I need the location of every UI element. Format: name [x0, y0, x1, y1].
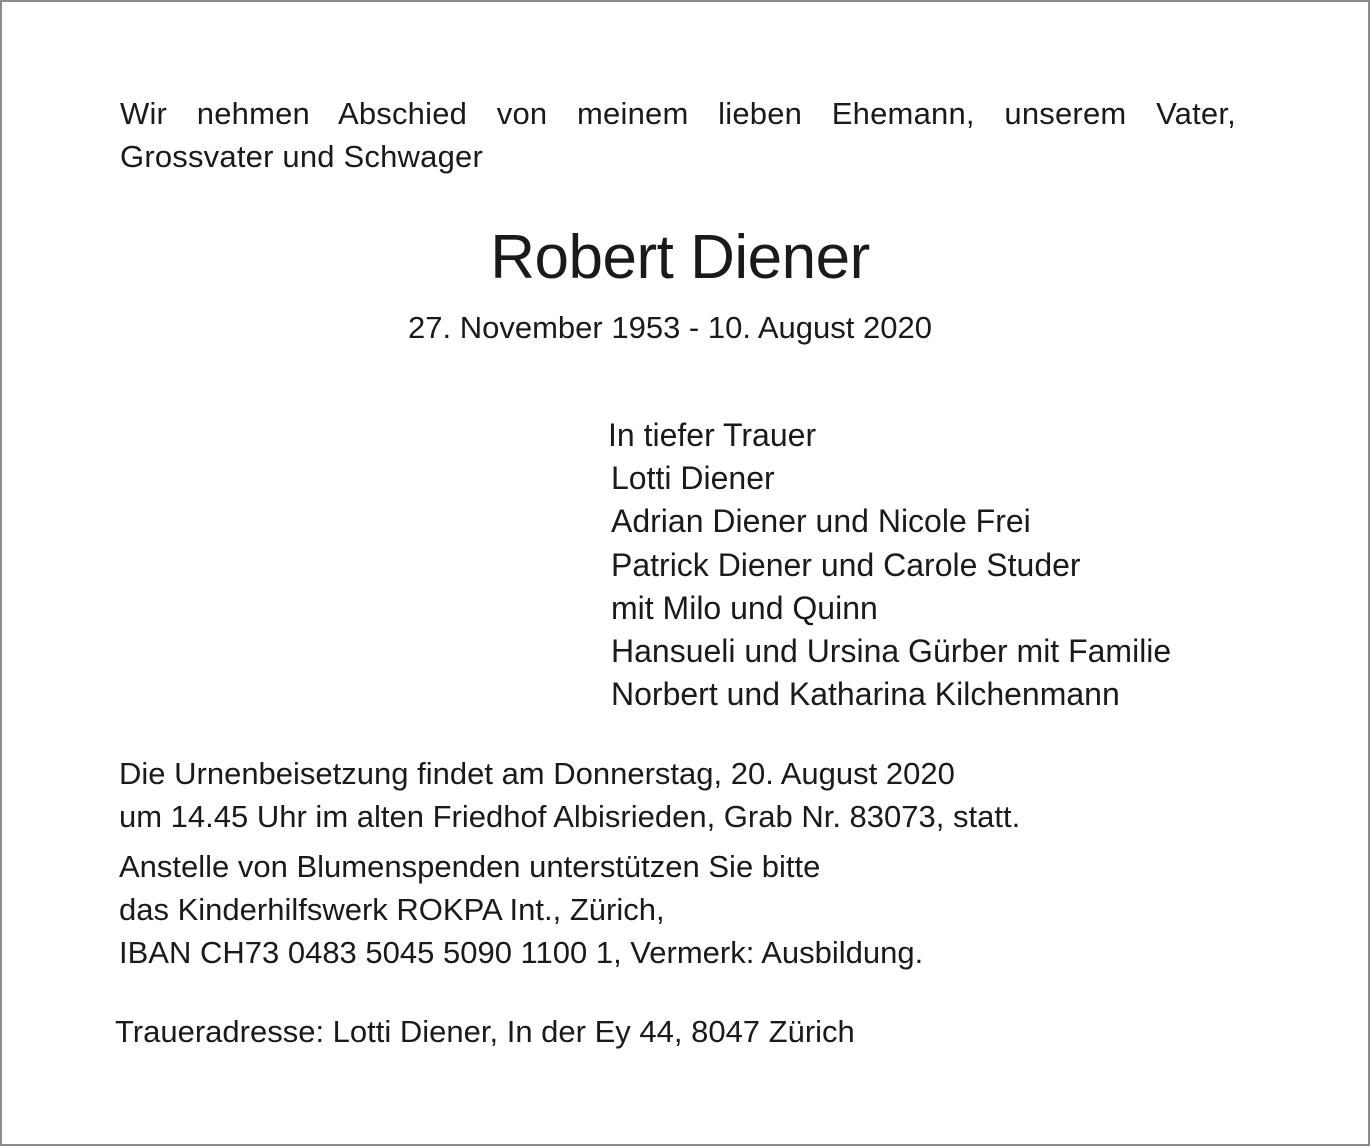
mourners-heading: In tiefer Trauer — [608, 417, 817, 453]
life-dates: 27. November 1953 - 10. August 2020 — [408, 310, 932, 345]
mourner-name: Adrian Diener und Nicole Frei — [611, 503, 1031, 540]
mourning-address: Traueradresse: Lotti Diener, In der Ey 44, 8047 Zürich — [115, 1014, 855, 1049]
mourner-name: Lotti Diener — [611, 460, 775, 497]
deceased-name: Robert Diener — [490, 223, 870, 292]
donation-info — [119, 845, 923, 974]
mourners-list — [608, 414, 1171, 716]
intro-text — [120, 92, 1236, 178]
mourner-name: Patrick Diener und Carole Studer — [611, 546, 1081, 583]
intro-line-2: Grossvater und Schwager — [120, 139, 483, 174]
funeral-line-1: Die Urnenbeisetzung findet am Donnerstag, 20. August 2020 — [119, 756, 955, 791]
donation-line-3: IBAN CH73 0483 5045 5090 1100 1, Vermerk: Ausbildung. — [119, 935, 924, 970]
intro-line-1: Wir nehmen Abschied von meinem lieben Ehemann, unserem Vater, — [120, 96, 1236, 131]
donation-line-2: das Kinderhilfswerk ROKPA Int., Zürich, — [119, 892, 665, 927]
mourner-name: mit Milo und Quinn — [611, 589, 878, 626]
mourner-name: Norbert und Katharina Kilchenmann — [611, 676, 1120, 713]
funeral-line-2: um 14.45 Uhr im alten Friedhof Albisrieden, Grab Nr. 83073, statt. — [119, 799, 1021, 834]
mourner-name: Hansueli und Ursina Gürber mit Familie — [611, 633, 1172, 670]
donation-line-1: Anstelle von Blumenspenden unterstützen Sie bitte — [119, 849, 821, 884]
funeral-info — [119, 752, 1020, 838]
